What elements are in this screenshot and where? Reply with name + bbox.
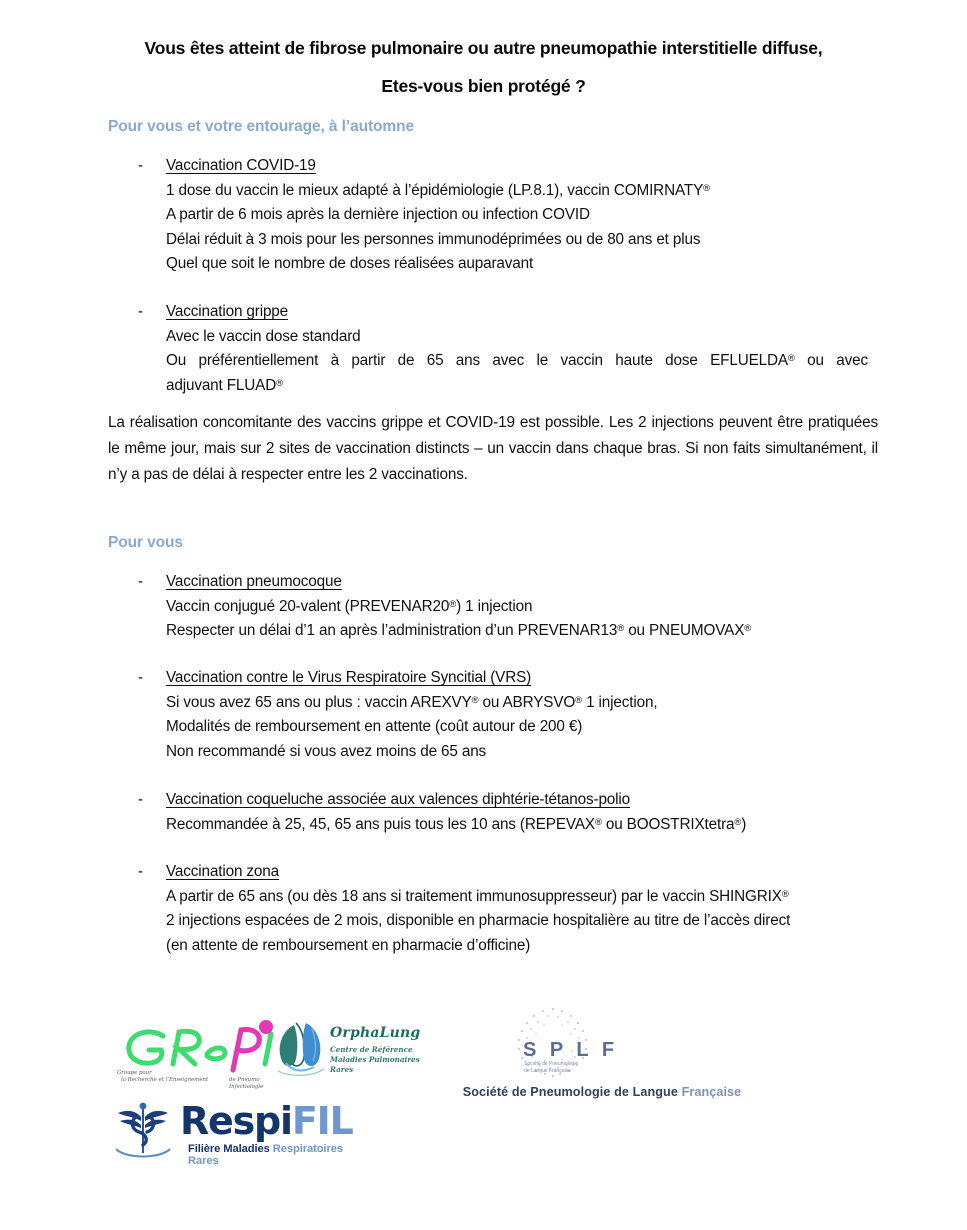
vrs-line-1-mid: ou ABRYSVO — [478, 693, 576, 711]
logo-area — [0, 995, 967, 1195]
registered-mark-icon: ® — [617, 623, 625, 635]
bullet-text-zona-2: 2 injections espacées de 2 mois, disponible en pharmacie hospitalière au titre de l’accès direct — [166, 912, 791, 930]
respifil-tagline-dark: Filière Maladies — [188, 1143, 273, 1155]
bullet-heading-pneumocoque: Vaccination pneumocoque — [166, 573, 342, 590]
grepi-subtitle-line-2: la Recherche et l’Enseignement — [121, 1077, 209, 1083]
registered-mark-icon: ® — [276, 377, 283, 389]
bullet-block-covid — [108, 154, 878, 277]
grepi-subtitle — [117, 1070, 287, 1091]
bullet-text-grippe-1: Avec le vaccin dose standard — [166, 327, 361, 345]
bullet-text-covid-4: Quel que soit le nombre de doses réalisées auparavant — [166, 255, 534, 273]
registered-mark-icon: ® — [734, 816, 742, 828]
grepi-subtitle-line-1: Groupe pour — [117, 1070, 152, 1076]
grippe-line-3-text: adjuvant FLUAD — [166, 376, 277, 394]
splf-caption-dark: Société de Pneumologie de Langue — [462, 1085, 682, 1099]
document-title-line-1: Vous êtes atteint de fibrose pulmonaire ou autre pneumopathie interstitielle diffuse, — [144, 38, 823, 58]
respifil-tagline-light: Respiratoires Rares — [188, 1143, 343, 1167]
bullet-heading-zona: Vaccination zona — [166, 863, 279, 880]
respifil-word-dark: Respi — [180, 1099, 292, 1143]
bullet-row-covid — [108, 154, 878, 277]
bullet-marker: - — [138, 303, 143, 320]
pneumo-line-2-suffix: ou PNEUMOVAX — [624, 622, 745, 640]
registered-mark-icon: ® — [744, 623, 752, 635]
logo-splf — [462, 1003, 742, 1099]
bullet-text-grippe-3 — [166, 374, 878, 399]
registered-mark-icon: ® — [471, 694, 479, 706]
bullet-text-coqueluche-1 — [166, 813, 878, 838]
bullet-marker: - — [138, 863, 143, 880]
respifil-caduceus-icon — [108, 1097, 178, 1163]
respifil-word-light: FIL — [291, 1099, 353, 1143]
bullet-row-grippe — [108, 300, 878, 398]
bullet-block-zona — [108, 860, 878, 958]
bullet-heading-coqueluche: Vaccination coqueluche associée aux valences diphtérie-tétanos-polio — [166, 791, 631, 808]
vrs-line-1-text: Si vous avez 65 ans ou plus : vaccin AREXVY — [166, 693, 472, 711]
pneumo-line-1-text: Vaccin conjugué 20-valent (PREVENAR20 — [166, 597, 450, 615]
orphalung-subtitle-line-1: Centre de Référence — [330, 1045, 413, 1054]
coq-line-1-suffix: ) — [741, 815, 747, 833]
bullet-row-coqueluche — [108, 788, 878, 837]
registered-mark-icon: ® — [787, 353, 795, 365]
section-heading-entourage: Pour vous et votre entourage, à l’automne — [108, 118, 414, 135]
splf-caption — [412, 1085, 792, 1099]
respifil-tagline — [188, 1143, 363, 1167]
grippe-line-2-text: Ou préférentiellement à partir de 65 ans avec le vaccin haute dose EFLUELDA — [166, 352, 788, 370]
bullet-text-pneumocoque-2 — [166, 619, 878, 644]
registered-mark-icon: ® — [575, 694, 582, 706]
registered-mark-icon: ® — [594, 816, 602, 828]
respifil-wordmark — [180, 1099, 353, 1143]
vrs-line-1-suffix: 1 injection, — [581, 693, 658, 711]
bullet-marker: - — [138, 791, 143, 808]
coq-line-1-mid: ou BOOSTRIXtetra — [601, 815, 735, 833]
grepi-dot-icon — [259, 1020, 273, 1034]
orphalung-text — [330, 1025, 437, 1075]
orphalung-lungs-icon — [272, 1019, 330, 1079]
bullet-text-zona-3: (en attente de remboursement en pharmacie d’officine) — [166, 936, 531, 954]
grepi-subtitle-line-3: de Pneumo Infectiologie — [229, 1077, 264, 1090]
grippe-line-2-suffix: ou avec — [794, 352, 868, 370]
logo-respifil — [108, 1097, 363, 1169]
bullet-text-vrs-2: Modalités de remboursement en attente (coût autour de 200 €) — [166, 718, 583, 736]
logo-orphalung — [272, 1017, 437, 1089]
pneumo-line-2-text: Respecter un délai d’1 an après l’administration d’un PREVENAR13 — [166, 622, 618, 640]
bullet-block-pneumocoque — [108, 570, 878, 644]
bullet-marker: - — [138, 669, 143, 686]
bullet-text-zona-1 — [166, 885, 878, 910]
bullet-heading-vrs: Vaccination contre le Virus Respiratoire Syncitial (VRS) — [166, 669, 532, 686]
bullet-block-coqueluche — [108, 788, 878, 837]
bullet-text-covid-2: A partir de 6 mois après la dernière injection ou infection COVID — [166, 206, 590, 224]
registered-mark-icon: ® — [781, 888, 789, 900]
splf-caption-light: Française — [681, 1085, 742, 1099]
splf-sublabel — [524, 1061, 614, 1074]
orphalung-subtitle — [330, 1045, 437, 1075]
bullet-block-grippe — [108, 300, 878, 398]
bullet-row-vrs — [108, 666, 878, 764]
splf-sublabel-line-2: de Langue Française — [524, 1067, 571, 1074]
bullet-row-pneumocoque — [108, 570, 878, 644]
splf-sublabel-line-1: Société de Pneumologie — [524, 1061, 579, 1067]
section-heading-pour-vous: Pour vous — [108, 534, 183, 551]
bullet-block-vrs — [108, 666, 878, 764]
bullet-text-covid-3: Délai réduit à 3 mois pour les personnes immunodéprimées ou de 80 ans et plus — [166, 230, 701, 248]
bullet-text-vrs-3: Non recommandé si vous avez moins de 65 ans — [166, 742, 487, 760]
bullet-marker: - — [138, 573, 143, 590]
bullet-marker: - — [138, 157, 143, 174]
bullet-text-pneumocoque-1 — [166, 595, 878, 620]
bullet-text-grippe-2 — [166, 349, 878, 374]
pneumo-line-1-suffix: ) 1 injection — [456, 597, 533, 615]
zona-line-1-text: A partir de 65 ans (ou dès 18 ans si traitement immunosuppresseur) par le vaccin SHINGRIX — [166, 887, 782, 905]
paragraph-concomitance: La réalisation concomitante des vaccins grippe et COVID-19 est possible. Les 2 injections peuvent être pratiquées le même jour, mais sur 2 sites de vaccination distincts – un vaccin dans chaque bras. Si non faits simultanément, il n’y a pas de délai à respecter entre les 2 vaccinations. — [108, 414, 878, 483]
orphalung-subtitle-line-2: Maladies Pulmonaires Rares — [330, 1055, 420, 1074]
bullet-row-zona — [108, 860, 878, 958]
splf-letters: S P L F — [523, 1039, 619, 1061]
bullet-heading-grippe: Vaccination grippe — [166, 303, 289, 320]
bullet-heading-covid: Vaccination COVID-19 — [166, 157, 316, 174]
orphalung-name: OrphaLung — [330, 1025, 421, 1041]
coq-line-1-text: Recommandée à 25, 45, 65 ans puis tous les 10 ans (REPEVAX — [166, 815, 595, 833]
registered-mark-icon: ® — [703, 182, 710, 194]
registered-mark-icon: ® — [449, 598, 457, 610]
document-title-line-2: Etes-vous bien protégé ? — [381, 76, 586, 96]
bullet-text-covid-1 — [166, 179, 878, 204]
logo-grepi — [115, 1020, 290, 1095]
bullet-text-vrs-1 — [166, 691, 878, 716]
covid-line-1-text: 1 dose du vaccin le mieux adapté à l’épidémiologie (LP.8.1), vaccin COMIRNATY — [166, 181, 704, 199]
